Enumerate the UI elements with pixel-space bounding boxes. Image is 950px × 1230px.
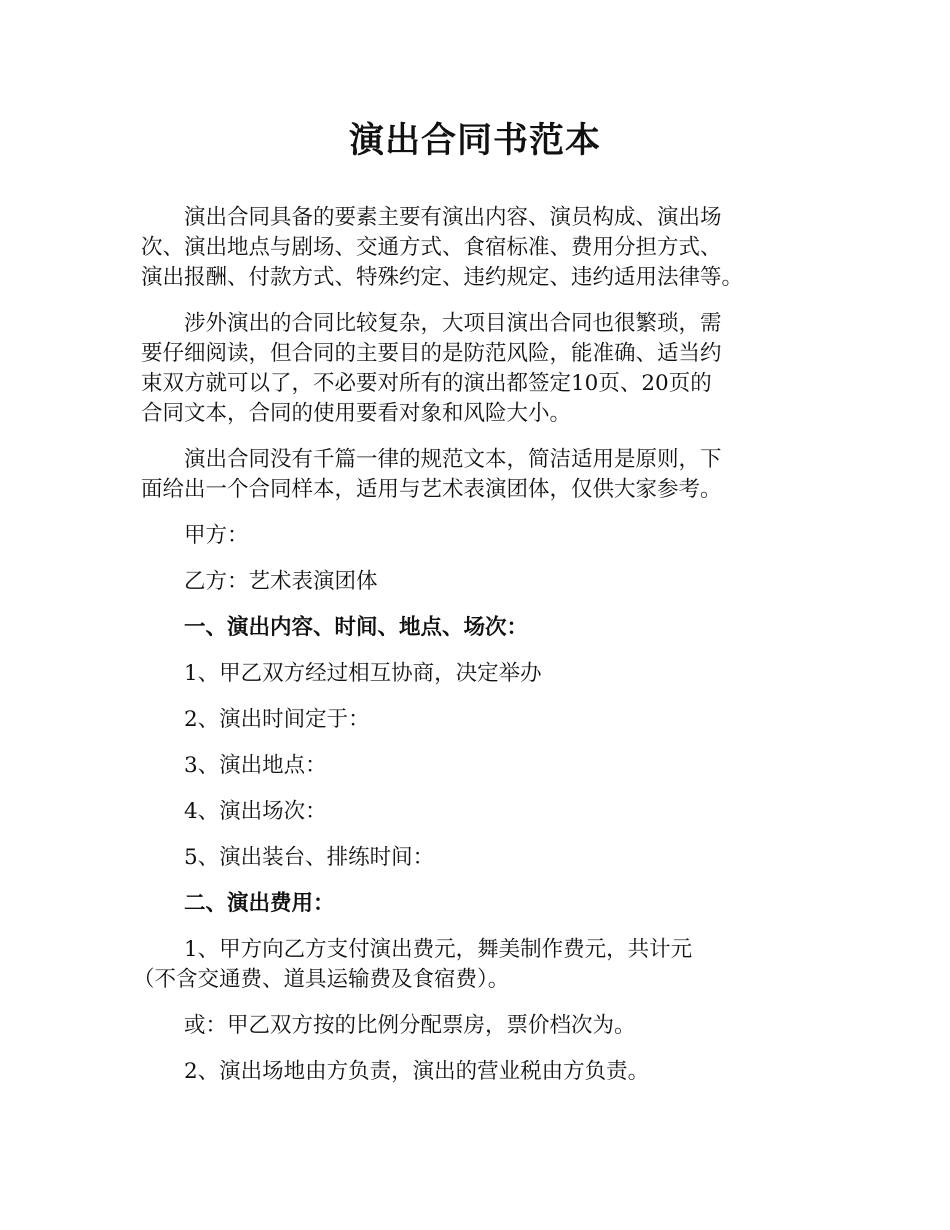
section-1-item: 1、甲乙双方经过相互协商，决定举办 <box>184 661 542 686</box>
text-line: 涉外演出的合同比较复杂，大项目演出合同也很繁琐，需 <box>184 311 722 336</box>
section-2-item-2: 2、演出场地由方负责，演出的营业税由方负责。 <box>184 1059 650 1084</box>
text-line: 1、甲方向乙方支付演出费元，舞美制作费元，共计元 <box>184 937 693 962</box>
intro-paragraph-3 <box>141 445 831 505</box>
text-line: 合同文本，合同的使用要看对象和风险大小。 <box>141 401 572 426</box>
text-line: 演出报酬、付款方式、特殊约定、违约规定、违约适用法律等。 <box>141 265 744 290</box>
text-line: （不含交通费、道具运输费及食宿费）。 <box>133 967 510 992</box>
section-1-item: 5、演出装台、排练时间： <box>184 845 435 870</box>
text-line: 束双方就可以了，不必要对所有的演出都签定10页、20页的 <box>141 371 712 396</box>
party-a-line: 甲方： <box>184 523 249 548</box>
intro-paragraph-2 <box>141 309 831 429</box>
section-1-item: 3、演出地点： <box>184 753 327 778</box>
section-1-item: 2、演出时间定于： <box>184 707 370 732</box>
section-2-heading: 二、演出费用： <box>184 891 335 916</box>
section-2-item-alt: 或：甲乙双方按的比例分配票房，票价档次为。 <box>184 1013 636 1038</box>
document-title: 演出合同书范本 <box>348 121 601 161</box>
text-line: 演出合同没有千篇一律的规范文本，简洁适用是原则，下 <box>184 447 722 472</box>
intro-paragraph-1 <box>141 203 831 293</box>
party-b-line: 乙方：艺术表演团体 <box>184 569 378 594</box>
section-2-item-1 <box>133 935 831 995</box>
section-1-item: 4、演出场次： <box>184 799 327 824</box>
text-line: 面给出一个合同样本，适用与艺术表演团体，仅供大家参考。 <box>141 477 722 502</box>
text-line: 要仔细阅读，但合同的主要目的是防范风险，能准确、适当约 <box>141 341 722 366</box>
section-1-heading: 一、演出内容、时间、地点、场次： <box>184 615 529 640</box>
document-body <box>133 203 831 1103</box>
text-line: 次、演出地点与剧场、交通方式、食宿标准、费用分担方式、 <box>141 235 722 260</box>
text-line: 演出合同具备的要素主要有演出内容、演员构成、演出场 <box>184 205 722 230</box>
